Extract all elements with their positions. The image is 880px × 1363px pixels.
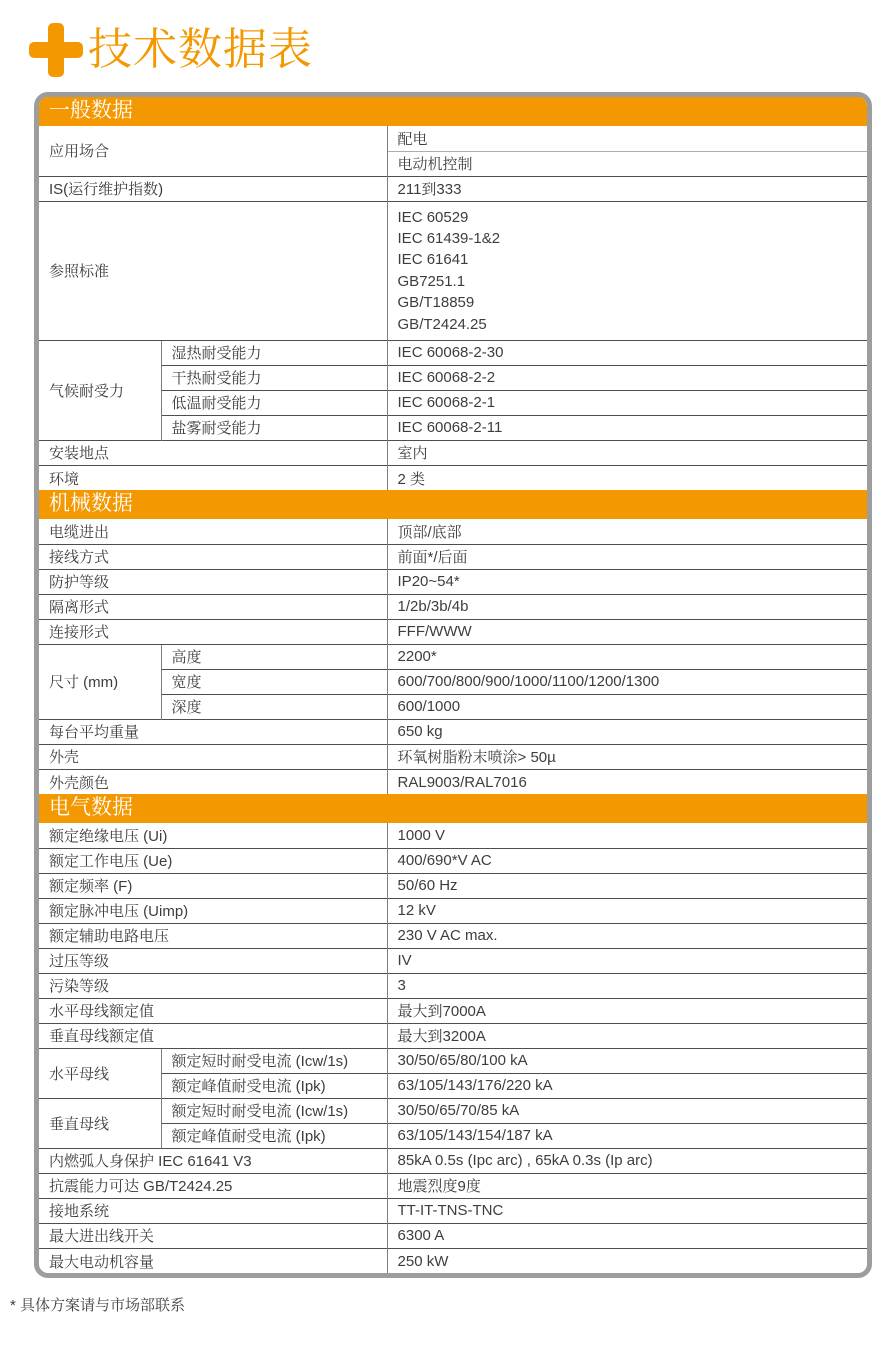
spec-sublabel-cell: 额定短时耐受电流 (Icw/1s) (161, 1098, 387, 1123)
electrical-data-table (39, 823, 867, 1273)
table-row (39, 465, 867, 490)
general-data-table (39, 126, 867, 490)
table-row (39, 1198, 867, 1223)
spec-value-cell: IEC 60068-2-2 (387, 365, 867, 390)
table-row (39, 440, 867, 465)
spec-value-cell: 30/50/65/80/100 kA (387, 1048, 867, 1073)
table-row (39, 998, 867, 1023)
spec-label-cell: 额定工作电压 (Ue) (39, 848, 387, 873)
spec-sublabel-cell: 湿热耐受能力 (161, 340, 387, 365)
spec-value-cell: FFF/WWW (387, 619, 867, 644)
spec-value-cell: IEC 60068-2-11 (387, 415, 867, 440)
table-row (39, 340, 867, 365)
spec-label-cell: 尺寸 (mm) (39, 644, 161, 719)
spec-value-cell: IP20~54* (387, 569, 867, 594)
spec-value-cell: 600/1000 (387, 694, 867, 719)
standard-line: IEC 61641 (397, 251, 469, 269)
spec-value-cell (387, 201, 867, 340)
spec-sublabel-cell: 宽度 (161, 669, 387, 694)
spec-label-cell: 参照标准 (39, 201, 387, 340)
spec-label-cell: 应用场合 (49, 143, 110, 161)
spec-label-cell: 额定频率 (F) (39, 873, 387, 898)
table-row (39, 619, 867, 644)
table-row (39, 973, 867, 998)
spec-value-cell: 85kA 0.5s (Ipc arc) , 65kA 0.3s (Ip arc) (387, 1148, 867, 1173)
table-row (39, 1173, 867, 1198)
spec-label-cell: 安装地点 (39, 440, 387, 465)
spec-label-cell: 污染等级 (39, 973, 387, 998)
spec-label-cell: 隔离形式 (39, 594, 387, 619)
spec-value-cell: TT-IT-TNS-TNC (387, 1198, 867, 1223)
spec-label-cell: 水平母线 (39, 1048, 161, 1098)
spec-value-cell: 30/50/65/70/85 kA (387, 1098, 867, 1123)
spec-value-cell: 12 kV (387, 898, 867, 923)
table-row (39, 201, 867, 340)
table-row (39, 544, 867, 569)
page-header (28, 20, 880, 80)
table-row (39, 744, 867, 769)
table-row (39, 1148, 867, 1173)
spec-label-cell: 水平母线额定值 (39, 998, 387, 1023)
spec-value-cell: 230 V AC max. (387, 923, 867, 948)
spec-value-cell: 211到333 (387, 176, 867, 201)
table-row (39, 644, 867, 669)
spec-value-cell: IEC 60068-2-1 (387, 390, 867, 415)
spec-value-cell: 最大到7000A (387, 998, 867, 1023)
table-row (39, 594, 867, 619)
spec-sublabel-cell: 干热耐受能力 (161, 365, 387, 390)
spec-label-cell: 环境 (39, 465, 387, 490)
spec-label-cell: 抗震能力可达 GB/T2424.25 (39, 1173, 387, 1198)
spec-label-cell: 外壳 (39, 744, 387, 769)
spec-value-cell: 3 (387, 973, 867, 998)
spec-sublabel-cell: 额定峰值耐受电流 (Ipk) (161, 1123, 387, 1148)
spec-sublabel-cell: 高度 (161, 644, 387, 669)
spec-value-cell: IEC 60068-2-30 (387, 340, 867, 365)
spec-value-cell: 600/700/800/900/1000/1100/1200/1300 (387, 669, 867, 694)
table-row (39, 365, 867, 390)
spec-label-cell: 连接形式 (39, 619, 387, 644)
table-row (39, 1223, 867, 1248)
spec-sublabel-cell: 额定短时耐受电流 (Icw/1s) (161, 1048, 387, 1073)
spec-label-cell: 额定绝缘电压 (Ui) (49, 828, 168, 846)
spec-sublabel-cell: 低温耐受能力 (161, 390, 387, 415)
table-row (39, 694, 867, 719)
table-row (39, 1098, 867, 1123)
standard-line: GB/T2424.25 (397, 315, 487, 333)
table-row (39, 948, 867, 973)
table-row (39, 126, 867, 151)
datasheet-panel (34, 92, 872, 1278)
spec-label-cell: 防护等级 (39, 569, 387, 594)
spec-value-cell: 63/105/143/154/187 kA (387, 1123, 867, 1148)
footnote: * 具体方案请与市场部联系 (10, 1297, 186, 1315)
spec-value-cell: 63/105/143/176/220 kA (387, 1073, 867, 1098)
table-row (39, 923, 867, 948)
spec-label-cell: 电缆进出 (49, 524, 110, 542)
spec-value-cell: 2200* (387, 644, 867, 669)
table-row (39, 569, 867, 594)
table-row (39, 1248, 867, 1273)
section-header-electrical: 电气数据 (39, 794, 867, 823)
spec-label-cell: 垂直母线额定值 (39, 1023, 387, 1048)
spec-value-cell: IV (387, 948, 867, 973)
spec-value-cell: 650 kg (387, 719, 867, 744)
spec-value-cell: 6300 A (387, 1223, 867, 1248)
spec-label-cell: 最大电动机容量 (39, 1248, 387, 1273)
spec-label-cell: IS(运行维护指数) (39, 176, 387, 201)
spec-value-cell: 最大到3200A (387, 1023, 867, 1048)
plus-icon (28, 22, 84, 78)
spec-label-cell: 外壳颜色 (39, 769, 387, 794)
table-row (39, 669, 867, 694)
spec-value-cell: 2 类 (387, 465, 867, 490)
table-row (39, 1023, 867, 1048)
spec-label-cell: 最大进出线开关 (39, 1223, 387, 1248)
spec-label-cell: 气候耐受力 (39, 340, 161, 440)
spec-value-cell: RAL9003/RAL7016 (387, 769, 867, 794)
spec-label-cell: 接线方式 (39, 544, 387, 569)
standard-line: IEC 60529 (397, 208, 469, 226)
table-row (39, 823, 867, 848)
spec-label-cell: 接地系统 (39, 1198, 387, 1223)
spec-sublabel-cell: 额定峰值耐受电流 (Ipk) (161, 1073, 387, 1098)
standard-line: GB/T18859 (397, 294, 475, 312)
spec-value-cell: 配电 (387, 126, 867, 151)
standard-line: IEC 61439-1&2 (397, 229, 501, 247)
spec-label-cell: 垂直母线 (39, 1098, 161, 1148)
table-row (39, 848, 867, 873)
spec-value-cell: 250 kW (387, 1248, 867, 1273)
spec-value-cell: 地震烈度9度 (387, 1173, 867, 1198)
standard-line: GB7251.1 (397, 272, 466, 290)
table-row (39, 873, 867, 898)
spec-value-cell: 1/2b/3b/4b (387, 594, 867, 619)
mechanical-data-table (39, 519, 867, 794)
table-row (39, 519, 867, 544)
table-row (39, 1073, 867, 1098)
page-title: 技术数据表 (88, 25, 313, 74)
spec-value-cell: 前面*/后面 (387, 544, 867, 569)
spec-value-cell: 1000 V (387, 823, 867, 848)
table-row (39, 1123, 867, 1148)
spec-value-cell: 顶部/底部 (387, 519, 867, 544)
spec-value-cell: 50/60 Hz (387, 873, 867, 898)
spec-value-cell: 400/690*V AC (387, 848, 867, 873)
spec-value-cell: 电动机控制 (387, 151, 867, 176)
spec-label-cell: 额定脉冲电压 (Uimp) (39, 898, 387, 923)
section-header-general: 一般数据 (39, 97, 867, 126)
table-row (39, 769, 867, 794)
section-header-mechanical: 机械数据 (39, 490, 867, 519)
spec-label-cell: 额定辅助电路电压 (39, 923, 387, 948)
spec-sublabel-cell: 深度 (161, 694, 387, 719)
spec-value-cell: 室内 (387, 440, 867, 465)
table-row (39, 415, 867, 440)
table-row (39, 898, 867, 923)
spec-label-cell: 内燃弧人身保护 IEC 61641 V3 (39, 1148, 387, 1173)
spec-sublabel-cell: 盐雾耐受能力 (161, 415, 387, 440)
spec-label-cell: 每台平均重量 (39, 719, 387, 744)
table-row (39, 719, 867, 744)
spec-value-cell: 环氧树脂粉末喷涂> 50µ (387, 744, 867, 769)
table-row (39, 390, 867, 415)
table-row (39, 176, 867, 201)
table-row (39, 1048, 867, 1073)
spec-label-cell: 过压等级 (39, 948, 387, 973)
